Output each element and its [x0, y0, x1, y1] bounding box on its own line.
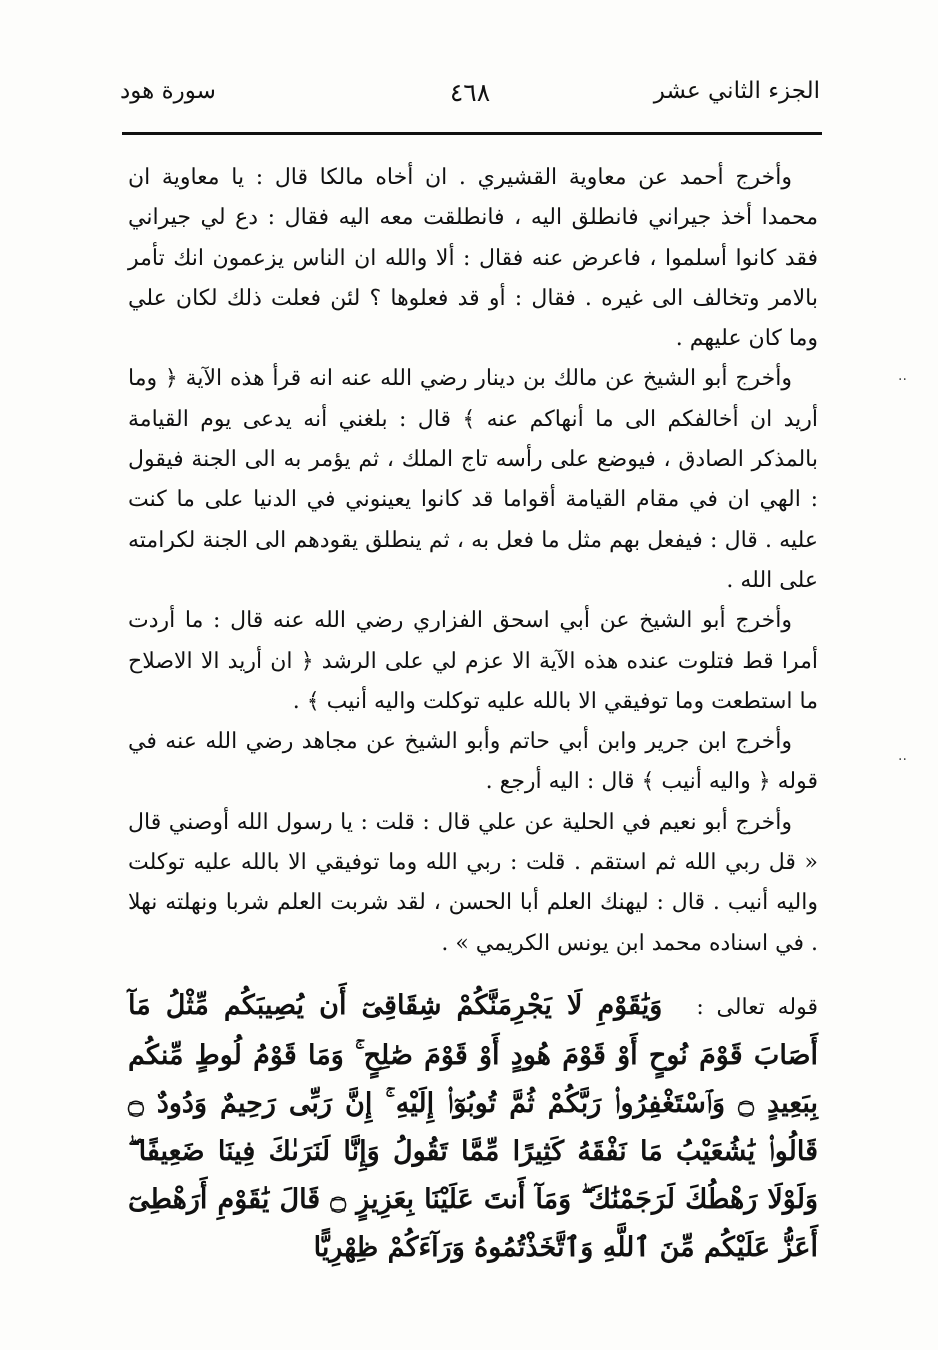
page-header [120, 78, 820, 118]
page-number: ٤٦٨ [449, 78, 491, 107]
paragraph-2: وأخرج أبو الشيخ عن مالك بن دينار رضي الله عنه انه قرأ هذه الآية ﴿ وما أريد ان أخالفكم الى ما أنهاكم عنه ﴾ قال : بلغني أنه يدعى يوم القيامة بالمذكر الصادق ، فيوضع على رأسه تاج الملك ، ثم يؤمر به الى الجنة فيقول : الهي ان في مقام القيامة أقواما قد كانوا يعينوني في الدنيا على ما كنت عليه . قال : فيفعل بهم مثل ما فعل به ، ثم ينطلق يقودهم الى الجنة لكرامته على الله . [128, 366, 818, 593]
paragraph-3: وأخرج أبو الشيخ عن أبي اسحق الفزاري رضي الله عنه قال : ما أردت أمرا قط فتلوت عنده هذه الآية الا عزم لي على الرشد ﴿ ان أريد الا الاصلاح ما استطعت وما توفيقي الا بالله عليه توكلت واليه أنيب ﴾ . [128, 608, 818, 714]
paragraph-5: وأخرج أبو نعيم في الحلية عن علي قال : قلت : يا رسول الله أوصني قال « قل ربي الله ثم استقم . قلت : ربي الله وما توفيقي الا بالله عليه توكلت واليه أنيب . قال : ليهنك العلم أبا الحسن ، لقد شربت العلم شربا ونهلته نهلا . في اسناده محمد ابن يونس الكريمي » . [128, 809, 818, 956]
margin-mark: ·· [898, 752, 907, 768]
part-title: الجزء الثاني عشر [653, 78, 820, 104]
quran-intro-label: قوله تعالى : [696, 995, 818, 1020]
surah-title: سورة هود [120, 78, 216, 104]
quran-verses-block [128, 982, 818, 1272]
quran-verses: وَيَٰقَوْمِ لَا يَجْرِمَنَّكُمْ شِقَاقِىٓ أَن يُصِيبَكُم مِّثْلُ مَآ أَصَابَ قَوْمَ نُوحٍ أَوْ قَوْمَ هُودٍ أَوْ قَوْمَ صَٰلِحٍ ۚ وَمَا قَوْمُ لُوطٍ مِّنكُم بِبَعِيدٍ ۝ وَٱسْتَغْفِرُوا۟ رَبَّكُمْ ثُمَّ تُوبُوٓا۟ إِلَيْهِ ۚ إِنَّ رَبِّى رَحِيمٌ وَدُودٌ ۝ قَالُوا۟ يَٰشُعَيْبُ مَا نَفْقَهُ كَثِيرًا مِّمَّا تَقُولُ وَإِنَّا لَنَرَىٰكَ فِينَا ضَعِيفًا ۖ وَلَوْلَا رَهْطُكَ لَرَجَمْنَٰكَ ۖ وَمَآ أَنتَ عَلَيْنَا بِعَزِيزٍ ۝ قَالَ يَٰقَوْمِ أَرَهْطِىٓ أَعَزُّ عَلَيْكُم مِّنَ ٱللَّهِ وَٱتَّخَذْتُمُوهُ وَرَآءَكُمْ ظِهْرِيًّا [128, 990, 818, 1263]
margin-mark: ·· [898, 372, 907, 388]
header-divider [122, 132, 822, 135]
paragraph-1: وأخرج أحمد عن معاوية القشيري . ان أخاه مالكا قال : يا معاوية ان محمدا أخذ جيراني فانطلق اليه ، فانطلقت معه اليه فقال : دع لي جيراني فقد كانوا أسلموا ، فاعرض عنه فقال : ألا والله ان الناس يزعمون انك تأمر بالامر وتخالف الى غيره . فقال : أو قد فعلوها ؟ لئن فعلت ذلك لكان علي وما كان عليهم . [128, 165, 818, 352]
commentary-text [128, 158, 818, 964]
paragraph-4: وأخرج ابن جرير وابن أبي حاتم وأبو الشيخ عن مجاهد رضي الله عنه في قوله ﴿ واليه أنيب ﴾ قال : اليه أرجع . [128, 729, 818, 795]
